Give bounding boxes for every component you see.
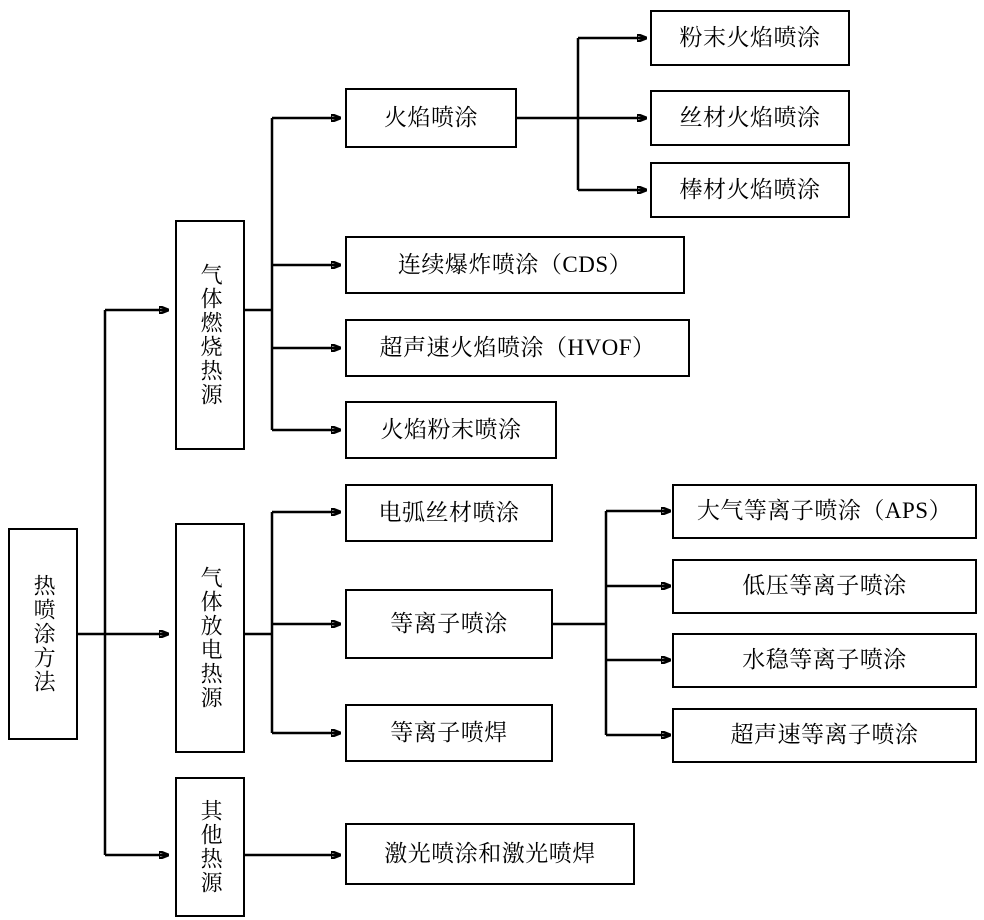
node-other-heat-label: 其他热源 xyxy=(198,799,224,895)
node-wire-flame-label: 丝材火焰喷涂 xyxy=(679,104,821,130)
node-supersonic-plasma-label: 超声速等离子喷涂 xyxy=(730,722,919,748)
node-supersonic-plasma[interactable] xyxy=(672,708,977,763)
node-plasma-spray[interactable] xyxy=(345,589,553,659)
node-flame-spray-label: 火焰喷涂 xyxy=(384,104,478,130)
node-cds[interactable] xyxy=(345,236,685,294)
node-water-plasma-label: 水稳等离子喷涂 xyxy=(742,647,907,673)
node-plasma-weld[interactable] xyxy=(345,704,553,762)
node-laser[interactable] xyxy=(345,823,635,885)
node-flame-powder-label: 火焰粉末喷涂 xyxy=(380,416,522,442)
node-other-heat[interactable] xyxy=(175,777,245,917)
node-rod-flame[interactable] xyxy=(650,162,850,218)
node-cds-label: 连续爆炸喷涂（CDS） xyxy=(397,251,633,277)
node-laser-label: 激光喷涂和激光喷焊 xyxy=(384,840,596,866)
node-flame-spray[interactable] xyxy=(345,88,517,148)
node-water-plasma[interactable] xyxy=(672,633,977,688)
node-gas-combustion-label: 气体燃烧热源 xyxy=(198,263,224,407)
node-gas-discharge-label: 气体放电热源 xyxy=(198,566,224,710)
node-arc-wire[interactable] xyxy=(345,484,553,542)
node-arc-wire-label: 电弧丝材喷涂 xyxy=(378,499,520,525)
node-lpps[interactable] xyxy=(672,559,977,614)
node-gas-discharge[interactable] xyxy=(175,523,245,753)
node-aps-label: 大气等离子喷涂（APS） xyxy=(696,498,953,524)
node-lpps-label: 低压等离子喷涂 xyxy=(742,573,907,599)
node-plasma-weld-label: 等离子喷焊 xyxy=(390,719,508,745)
node-hvof[interactable] xyxy=(345,319,690,377)
node-hvof-label: 超声速火焰喷涂（HVOF） xyxy=(379,334,656,360)
node-root-label: 热喷涂方法 xyxy=(31,574,57,694)
node-powder-flame[interactable] xyxy=(650,10,850,66)
node-gas-combustion[interactable] xyxy=(175,220,245,450)
node-rod-flame-label: 棒材火焰喷涂 xyxy=(679,176,821,202)
node-plasma-spray-label: 等离子喷涂 xyxy=(390,610,508,636)
node-flame-powder[interactable] xyxy=(345,401,557,459)
node-powder-flame-label: 粉末火焰喷涂 xyxy=(679,24,821,50)
node-root[interactable] xyxy=(8,528,78,740)
node-aps[interactable] xyxy=(672,484,977,539)
node-wire-flame[interactable] xyxy=(650,90,850,146)
